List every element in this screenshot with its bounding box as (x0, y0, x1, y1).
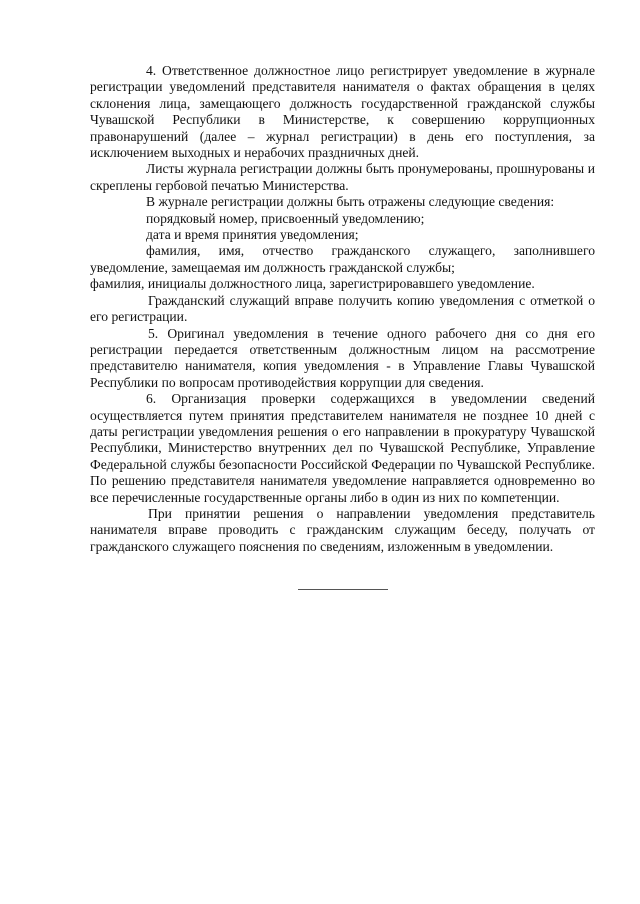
document-body (90, 63, 595, 555)
list-item-employee-name: фамилия, имя, отчество гражданского служащего, заполнившего уведомление, замещаемая им должность гражданской службы; (90, 243, 595, 275)
list-item-date-time: дата и время принятия уведомления; (146, 227, 359, 243)
paragraph-copy-right: Гражданский служащий вправе получить копию уведомления с отметкой о его регистрации. (90, 292, 595, 325)
paragraph-journal-sheets: Листы журнала регистрации должны быть пронумерованы, прошнурованы и скреплены гербовой печатью Министерства. (90, 161, 595, 193)
list-item-sequence-number: порядковый номер, присвоенный уведомлению; (146, 210, 425, 226)
paragraph-6-verification: 6. Организация проверки содержащихся в уведомлении сведений осуществляется путем принятия представителем нанимателя не позднее 10 дней с даты регистрации уведомления решения о его направлении в прокуратуру Чувашской Республики, Министерство внутренних дел по Чувашской Республике, Управление Федеральной службы безопасности Российской Федерации по Чувашской Республике. По решению представителя нанимателя уведомление направляется одновременно во все перечисленные государственные органы либо в один из них по компетенции. (90, 391, 595, 505)
paragraph-4-registration: 4. Ответственное должностное лицо регистрирует уведомление в журнале регистрации уведомлений представителя нанимателя о фактах обращения в целях склонения лица, замещающего должность государственной гражданской службы Чувашской Республики в Министерстве, к совершению коррупционных правонарушений (далее – журнал регистрации) в день его поступления, за исключением выходных и нерабочих праздничных дней. (90, 63, 595, 161)
paragraph-journal-fields: В журнале регистрации должны быть отражены следующие сведения: (146, 194, 555, 210)
list-item-official-name: фамилия, инициалы должностного лица, зарегистрировавшего уведомление. (90, 276, 535, 292)
end-separator-line (298, 589, 388, 590)
paragraph-5-original: 5. Оригинал уведомления в течение одного рабочего дня со дня его регистрации передается ответственным должностным лицом на рассмотрение представителю нанимателя, копия уведомления - в Управление Главы Чувашской Республики по вопросам противодействия коррупции для сведения. (90, 325, 595, 390)
paragraph-conversation: При принятии решения о направлении уведомления представитель нанимателя вправе проводить с гражданским служащим беседу, получать от гражданского служащего пояснения по сведениям, изложенным в уведомлении. (90, 505, 595, 554)
